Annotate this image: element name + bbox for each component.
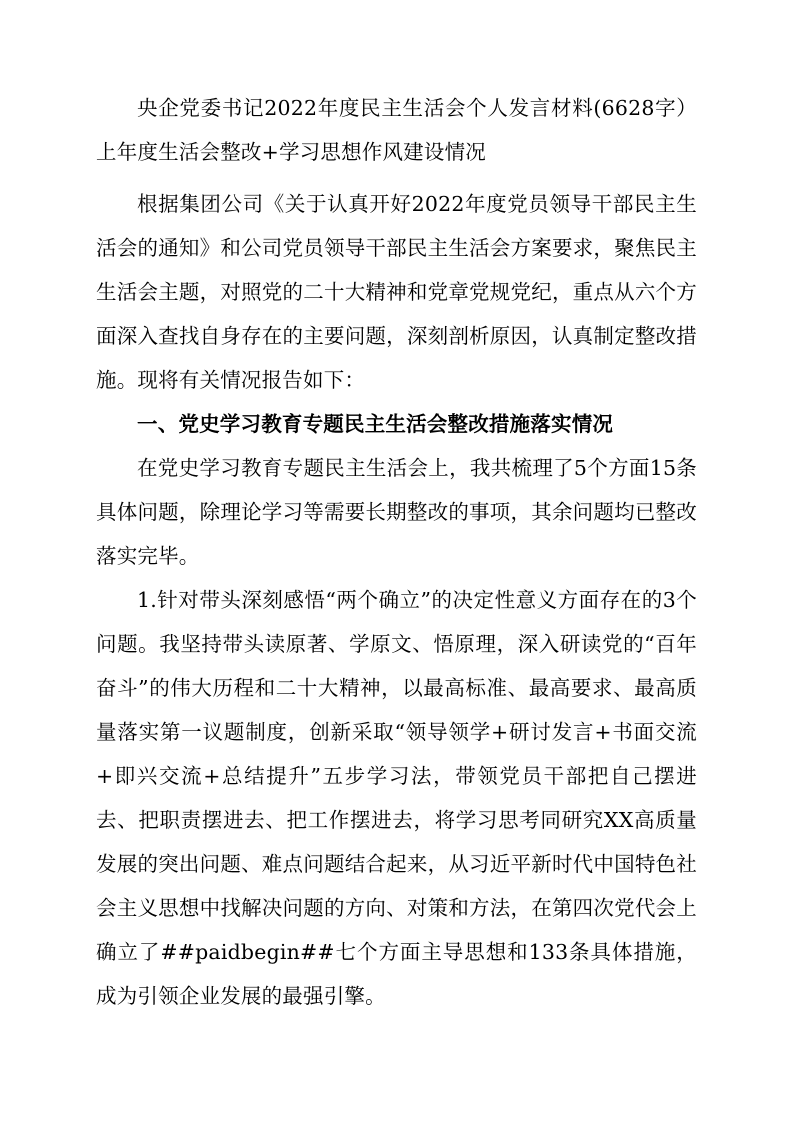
paragraph-intro: 根据集团公司《关于认真开好2022年度党员领导干部民主生活会的通知》和公司党员领导干部民主生活会方案要求，聚焦民主生活会主题，对照党的二十大精神和党章党规党纪，重点从六个方面深入查找自身存在的主要问题，深刻剖析原因，认真制定整改措施。现将有关情况报告如下： [96,192,697,392]
document-body [96,86,697,1018]
paragraph-section-1-lead: 在党史学习教育专题民主生活会上，我共梳理了5个方面15条具体问题，除理论学习等需要长期整改的事项，其余问题均已整改落实完毕。 [96,456,697,568]
document-title: 央企党委书记2022年度民主生活会个人发言材料(6628字）上年度生活会整改+学习思想作风建设情况 [96,96,697,164]
section-heading-1: 一、党史学习教育专题民主生活会整改措施落实情况 [137,412,614,436]
paragraph-item-1: 1.针对带头深刻感悟“两个确立”的决定性意义方面存在的3个问题。我坚持带头读原著、学原文、悟原理，深入研读党的“百年奋斗”的伟大历程和二十大精神，以最高标准、最高要求、最高质量落实第一议题制度，创新采取“领导领学+研讨发言+书面交流+即兴交流+总结提升”五步学习法，带领党员干部把自己摆进去、把职责摆进去、把工作摆进去，将学习思考同研究XX高质量发展的突出问题、难点问题结合起来，从习近平新时代中国特色社会主义思想中找解决问题的方向、对策和方法，在第四次党代会上确立了##paidbegin##七个方面主导思想和133条具体措施，成为引领企业发展的最强引擎。 [96,588,697,1008]
